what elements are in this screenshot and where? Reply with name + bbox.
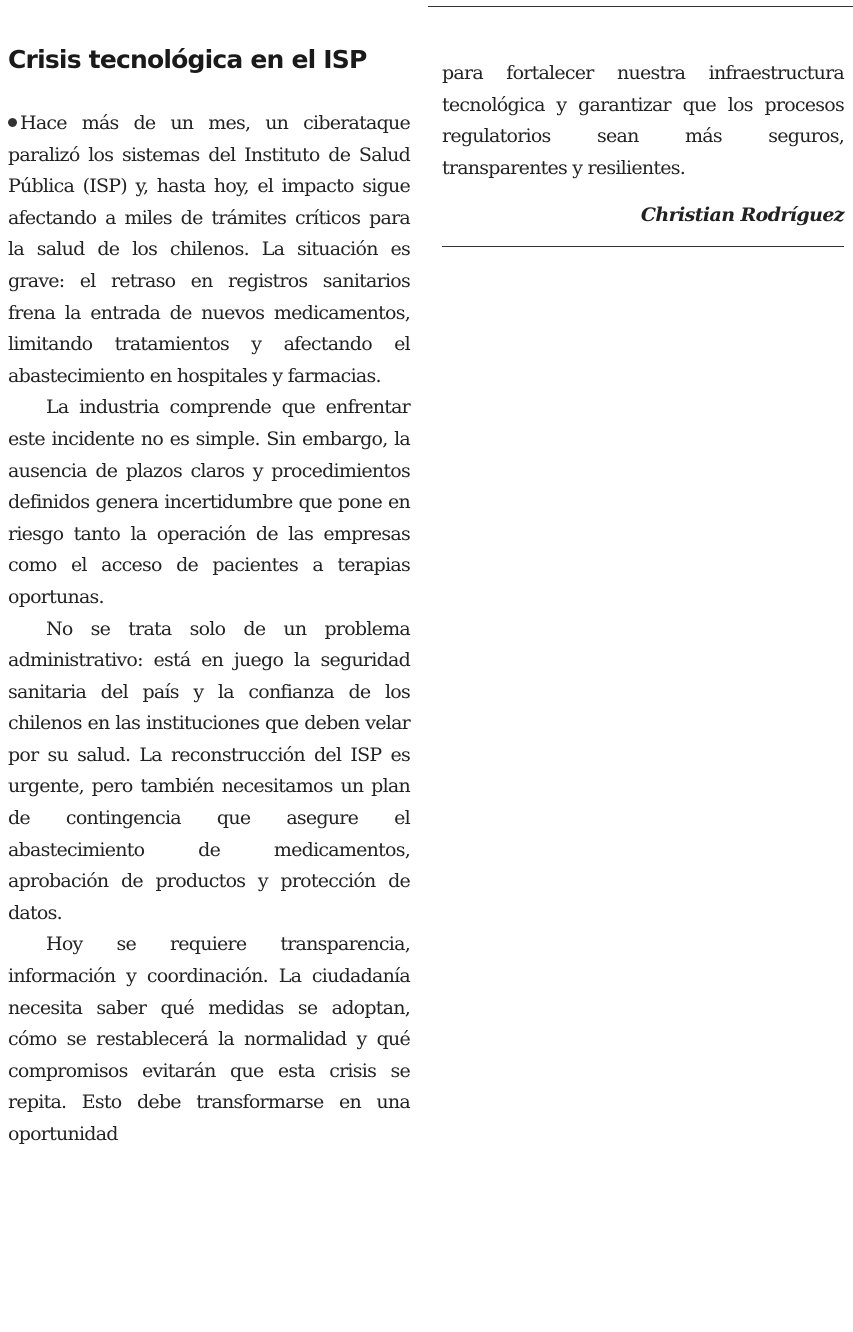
bottom-divider xyxy=(442,246,844,247)
paragraph-2: La industria comprende que enfrentar este incidente no es simple. Sin embargo, la ausencia de plazos claros y procedimientos definidos genera incertidumbre que pone en riesgo tanto la operación de las empresas como el acceso de pacientes a terapias oportunas. xyxy=(8,396,410,608)
article-title: Crisis tecnológica en el ISP xyxy=(8,45,367,74)
article-body xyxy=(8,108,410,1151)
paragraph-1-text: Hace más de un mes, un ciberataque paralizó los sistemas del Instituto de Salud Pública (ISP) y, hasta hoy, el impacto sigue afectando a miles de trámites críticos para la salud de los chilenos. La situación es grave: el retraso en registros sanitarios frena la entrada de nuevos medicamentos, limitando tratamientos y afectando el abastecimiento en hospitales y farmacias. xyxy=(8,112,410,387)
bullet-icon xyxy=(8,118,17,127)
author-signature: Christian Rodríguez xyxy=(640,204,844,227)
right-column xyxy=(442,58,844,247)
left-column xyxy=(8,40,410,1151)
paragraph-continuation: para fortalecer nuestra infraestructura tecnológica y garantizar que los procesos regulatorios sean más seguros, transparentes y resilientes. xyxy=(442,62,844,179)
paragraph-3: No se trata solo de un problema administrativo: está en juego la seguridad sanitaria del país y la confianza de los chilenos en las instituciones que deben velar por su salud. La reconstrucción del ISP es urgente, pero también necesitamos un plan de contingencia que asegure el abastecimiento de medicamentos, aprobación de productos y protección de datos. xyxy=(8,617,410,924)
paragraph-1 xyxy=(8,108,410,392)
paragraph-4: Hoy se requiere transparencia, información y coordinación. La ciudadanía necesita saber qué medidas se adoptan, cómo se restablecerá la normalidad y qué compromisos evitarán que esta crisis se repita. Esto debe transformarse en una oportunidad xyxy=(8,933,410,1145)
top-divider xyxy=(428,6,853,7)
